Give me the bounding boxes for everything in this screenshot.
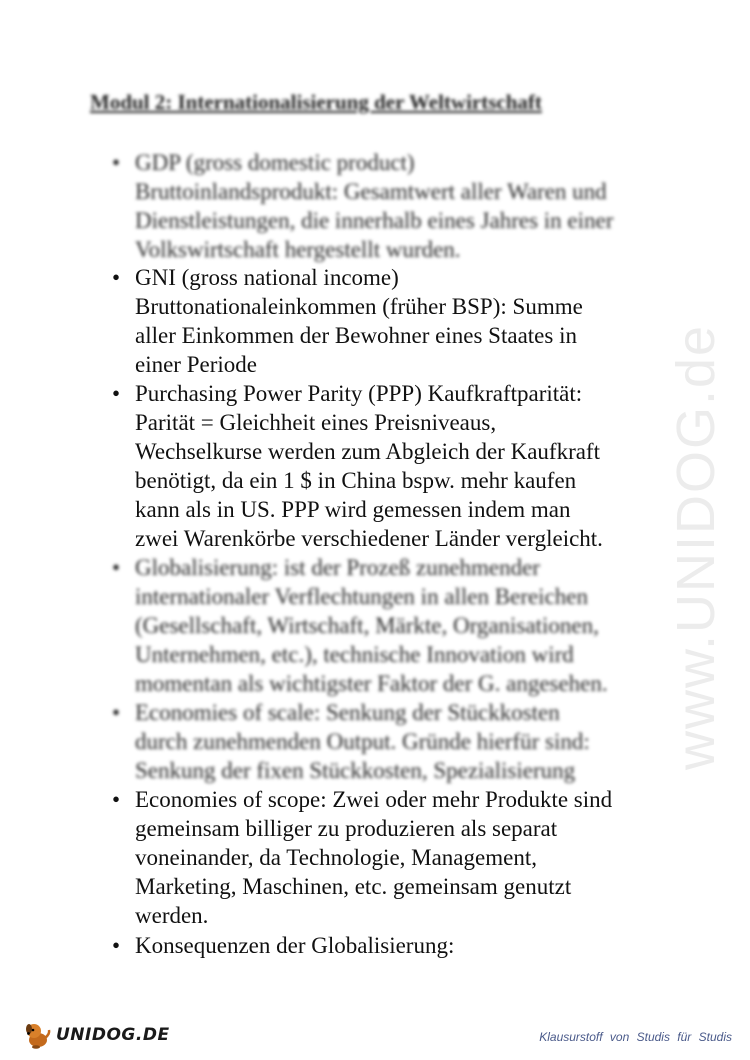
list-item-text xyxy=(135,698,670,785)
text-line: internationaler Verflechtungen in allen Bereichen xyxy=(135,584,588,609)
list-item-text xyxy=(135,263,670,379)
text-line: durch zunehmenden Output. Gründe hierfür sind: xyxy=(135,729,590,754)
text-line: aller Einkommen der Bewohner eines Staates in xyxy=(135,323,577,348)
dog-mascot-icon xyxy=(22,1020,52,1050)
bullet-icon: • xyxy=(112,700,121,725)
text-line: GNI (gross national income) xyxy=(135,265,399,290)
text-line: Economies of scope: Zwei oder mehr Produkte sind xyxy=(135,787,613,812)
text-line: Konsequenzen der Globalisierung: xyxy=(135,933,455,958)
text-line: Wechselkurse werden zum Abgleich der Kaufkraft xyxy=(135,439,600,464)
text-line: Globalisierung: ist der Prozeß zunehmender xyxy=(135,555,540,580)
text-line: Purchasing Power Parity (PPP) Kaufkraftparität: xyxy=(135,381,583,406)
logo-text: UNIDOG.DE xyxy=(56,1025,170,1045)
bullet-icon: • xyxy=(112,933,121,958)
text-line: Bruttonationaleinkommen (früher BSP): Summe xyxy=(135,294,583,319)
text-line: Unternehmen, etc.), technische Innovation wird xyxy=(135,642,574,667)
watermark: www.UNIDOG.de xyxy=(666,323,726,770)
text-line: voneinander, da Technologie, Management, xyxy=(135,845,537,870)
bullet-icon: • xyxy=(112,150,121,175)
list-item-text xyxy=(135,379,670,553)
footer-tagline: Klausurstoff von Studis für Studis xyxy=(539,1030,732,1044)
text-line: zwei Warenkörbe verschiedener Länder vergleicht. xyxy=(135,526,603,551)
text-line: gemeinsam billiger zu produzieren als separat xyxy=(135,816,558,841)
bullet-icon: • xyxy=(112,381,121,406)
text-line: (Gesellschaft, Wirtschaft, Märkte, Organisationen, xyxy=(135,613,599,638)
bullet-icon: • xyxy=(112,555,121,580)
list-item-text xyxy=(135,785,670,930)
text-line: Dienstleistungen, die innerhalb eines Jahres in einer xyxy=(135,208,614,233)
text-line: werden. xyxy=(135,903,209,928)
list-item-text xyxy=(135,931,670,960)
text-line: benötigt, da ein 1 $ in China bspw. mehr kaufen xyxy=(135,468,577,493)
bullet-icon: • xyxy=(112,265,121,290)
text-line: Volkswirtschaft hergestellt wurden. xyxy=(135,237,461,262)
text-line: momentan als wichtigster Faktor der G. angesehen. xyxy=(135,671,608,696)
list-item-text xyxy=(135,553,670,698)
text-line: GDP (gross domestic product) xyxy=(135,150,415,175)
text-line: Parität = Gleichheit eines Preisniveaus, xyxy=(135,410,497,435)
text-line: kann als in US. PPP wird gemessen indem man xyxy=(135,497,571,522)
footer-logo xyxy=(22,1020,170,1050)
text-line: einer Periode xyxy=(135,352,257,377)
bullet-icon: • xyxy=(112,787,121,812)
text-line: Senkung der fixen Stückkosten, Spezialisierung xyxy=(135,758,576,783)
list-item-text xyxy=(135,148,670,264)
text-line: Economies of scale: Senkung der Stückkosten xyxy=(135,700,560,725)
text-line: Marketing, Maschinen, etc. gemeinsam genutzt xyxy=(135,874,572,899)
text-line: Bruttoinlandsprodukt: Gesamtwert aller Waren und xyxy=(135,179,607,204)
page-title: Modul 2: Internationalisierung der Weltwirtschaft xyxy=(90,90,542,114)
